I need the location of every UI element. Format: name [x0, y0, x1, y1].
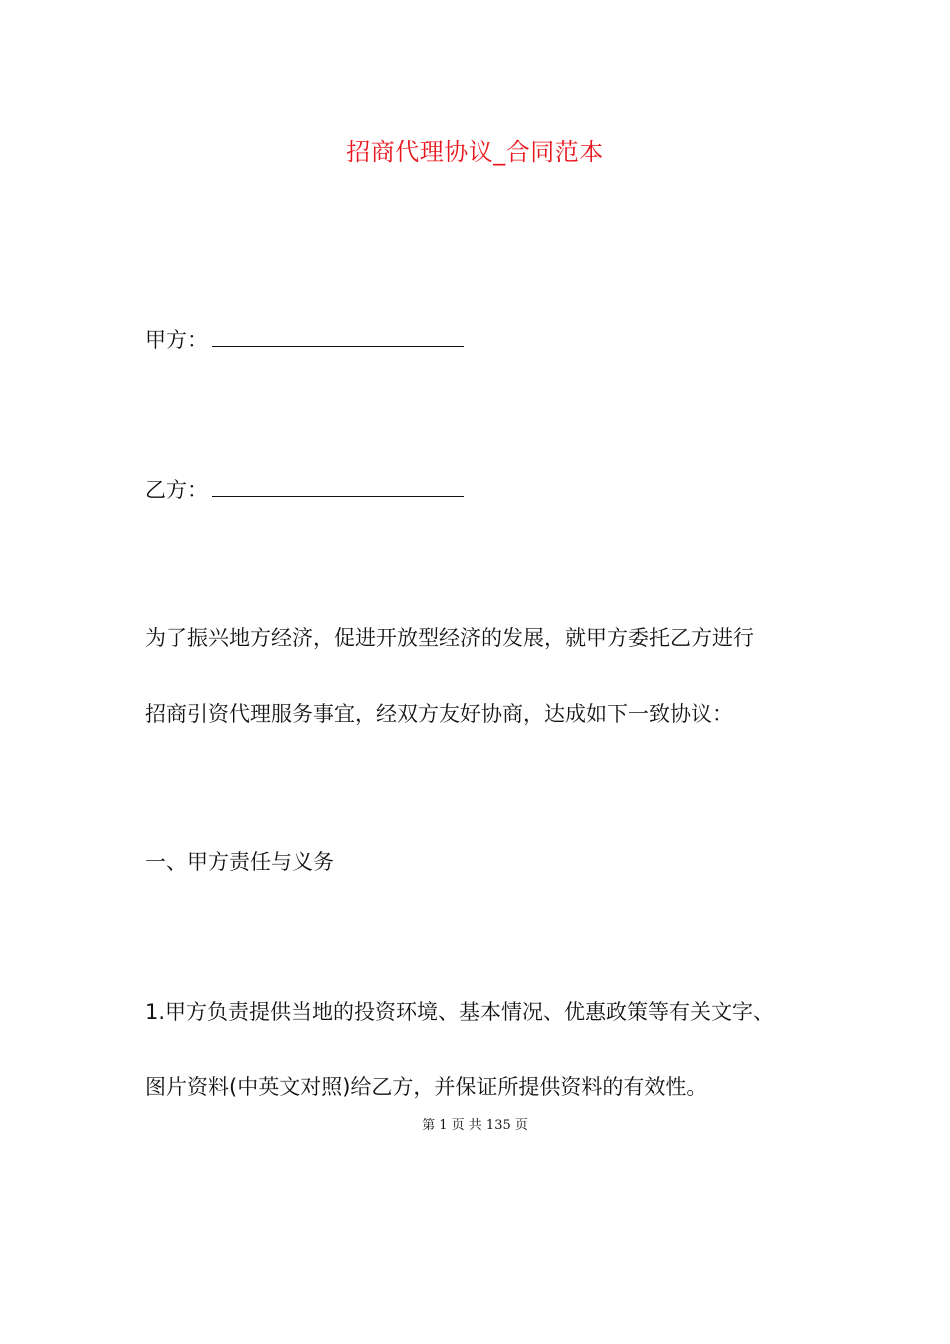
clause-1-line-1: 1.甲方负责提供当地的投资环境、基本情况、优惠政策等有关文字、: [145, 1000, 775, 1024]
intro-paragraph-line-2: 招商引资代理服务事宜，经双方友好协商，达成如下一致协议：: [145, 702, 733, 726]
page-indicator: 第 1 页 共 135 页: [422, 1118, 528, 1133]
party-a-line: [145, 326, 464, 354]
document-title: 招商代理协议_合同范本: [346, 138, 604, 166]
clause-1-line-2: 图片资料(中英文对照)给乙方，并保证所提供资料的有效性。: [145, 1075, 708, 1099]
party-a-label: 甲方：: [145, 328, 208, 352]
party-b-blank: [212, 476, 464, 497]
party-b-label: 乙方：: [145, 478, 208, 502]
intro-paragraph-line-1: 为了振兴地方经济，促进开放型经济的发展，就甲方委托乙方进行: [145, 626, 754, 650]
party-a-blank: [212, 326, 464, 347]
section-heading: 一、甲方责任与义务: [145, 850, 334, 874]
party-b-line: [145, 476, 464, 504]
